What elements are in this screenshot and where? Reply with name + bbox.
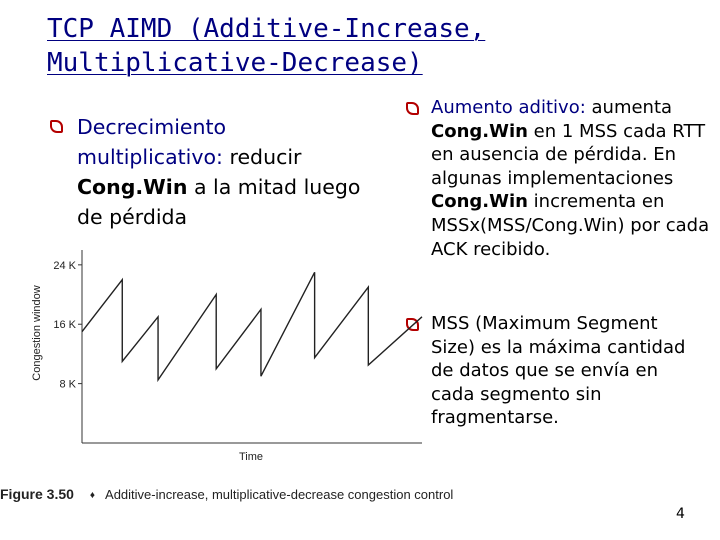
right-bullet-additive — [431, 96, 720, 261]
left-bullet-text-after: a la mitad luego de pérdida — [77, 175, 361, 229]
left-bullet-term: Decrecimiento multiplicativo: — [77, 115, 227, 169]
bullet-marker-icon — [406, 102, 419, 115]
slide-title: TCP AIMD (Additive-Increase, Multiplicative-Decrease) — [47, 14, 486, 78]
y-tick-label: 8 K — [59, 378, 76, 391]
right-bullet-emph: Cong.Win — [431, 191, 528, 213]
right-bullet-term: Aumento aditivo: — [431, 97, 586, 118]
congestion-window-chart — [0, 245, 430, 470]
figure-label: Figure 3.50 — [0, 486, 74, 502]
right-bullet-text: MSS (Maximum Segment Size) es la máxima cantidad de datos que se envía en cada segmento sin fragmentarse. — [431, 313, 686, 429]
right-bullet-mss — [431, 312, 706, 430]
right-bullet-text: en 1 MSS cada RTT en ausencia de pérdida. En algunas implementaciones — [431, 120, 706, 189]
diamond-icon: ♦ — [89, 490, 96, 501]
bullet-marker-icon — [50, 120, 63, 133]
cwnd-series-line — [82, 272, 422, 380]
y-axis-label: Congestion window — [31, 285, 43, 381]
left-bullet — [77, 112, 377, 232]
left-bullet-text: reducir — [222, 145, 302, 169]
y-tick-label: 16 K — [53, 319, 76, 332]
right-bullet-emph: Cong.Win — [431, 120, 528, 142]
left-bullet-emph: Cong.Win — [77, 175, 188, 199]
right-bullet-text: incrementa en MSSx(MSS/Cong.Win) por cada ACK recibido. — [431, 191, 710, 260]
page-number: 4 — [676, 506, 685, 522]
right-bullet-text: aumenta — [585, 97, 673, 118]
x-axis-label: Time — [238, 451, 264, 463]
figure-caption-text: Additive-increase, multiplicative-decrease congestion control — [105, 487, 454, 502]
y-tick-label: 24 K — [53, 259, 76, 272]
figure-caption — [0, 486, 453, 502]
